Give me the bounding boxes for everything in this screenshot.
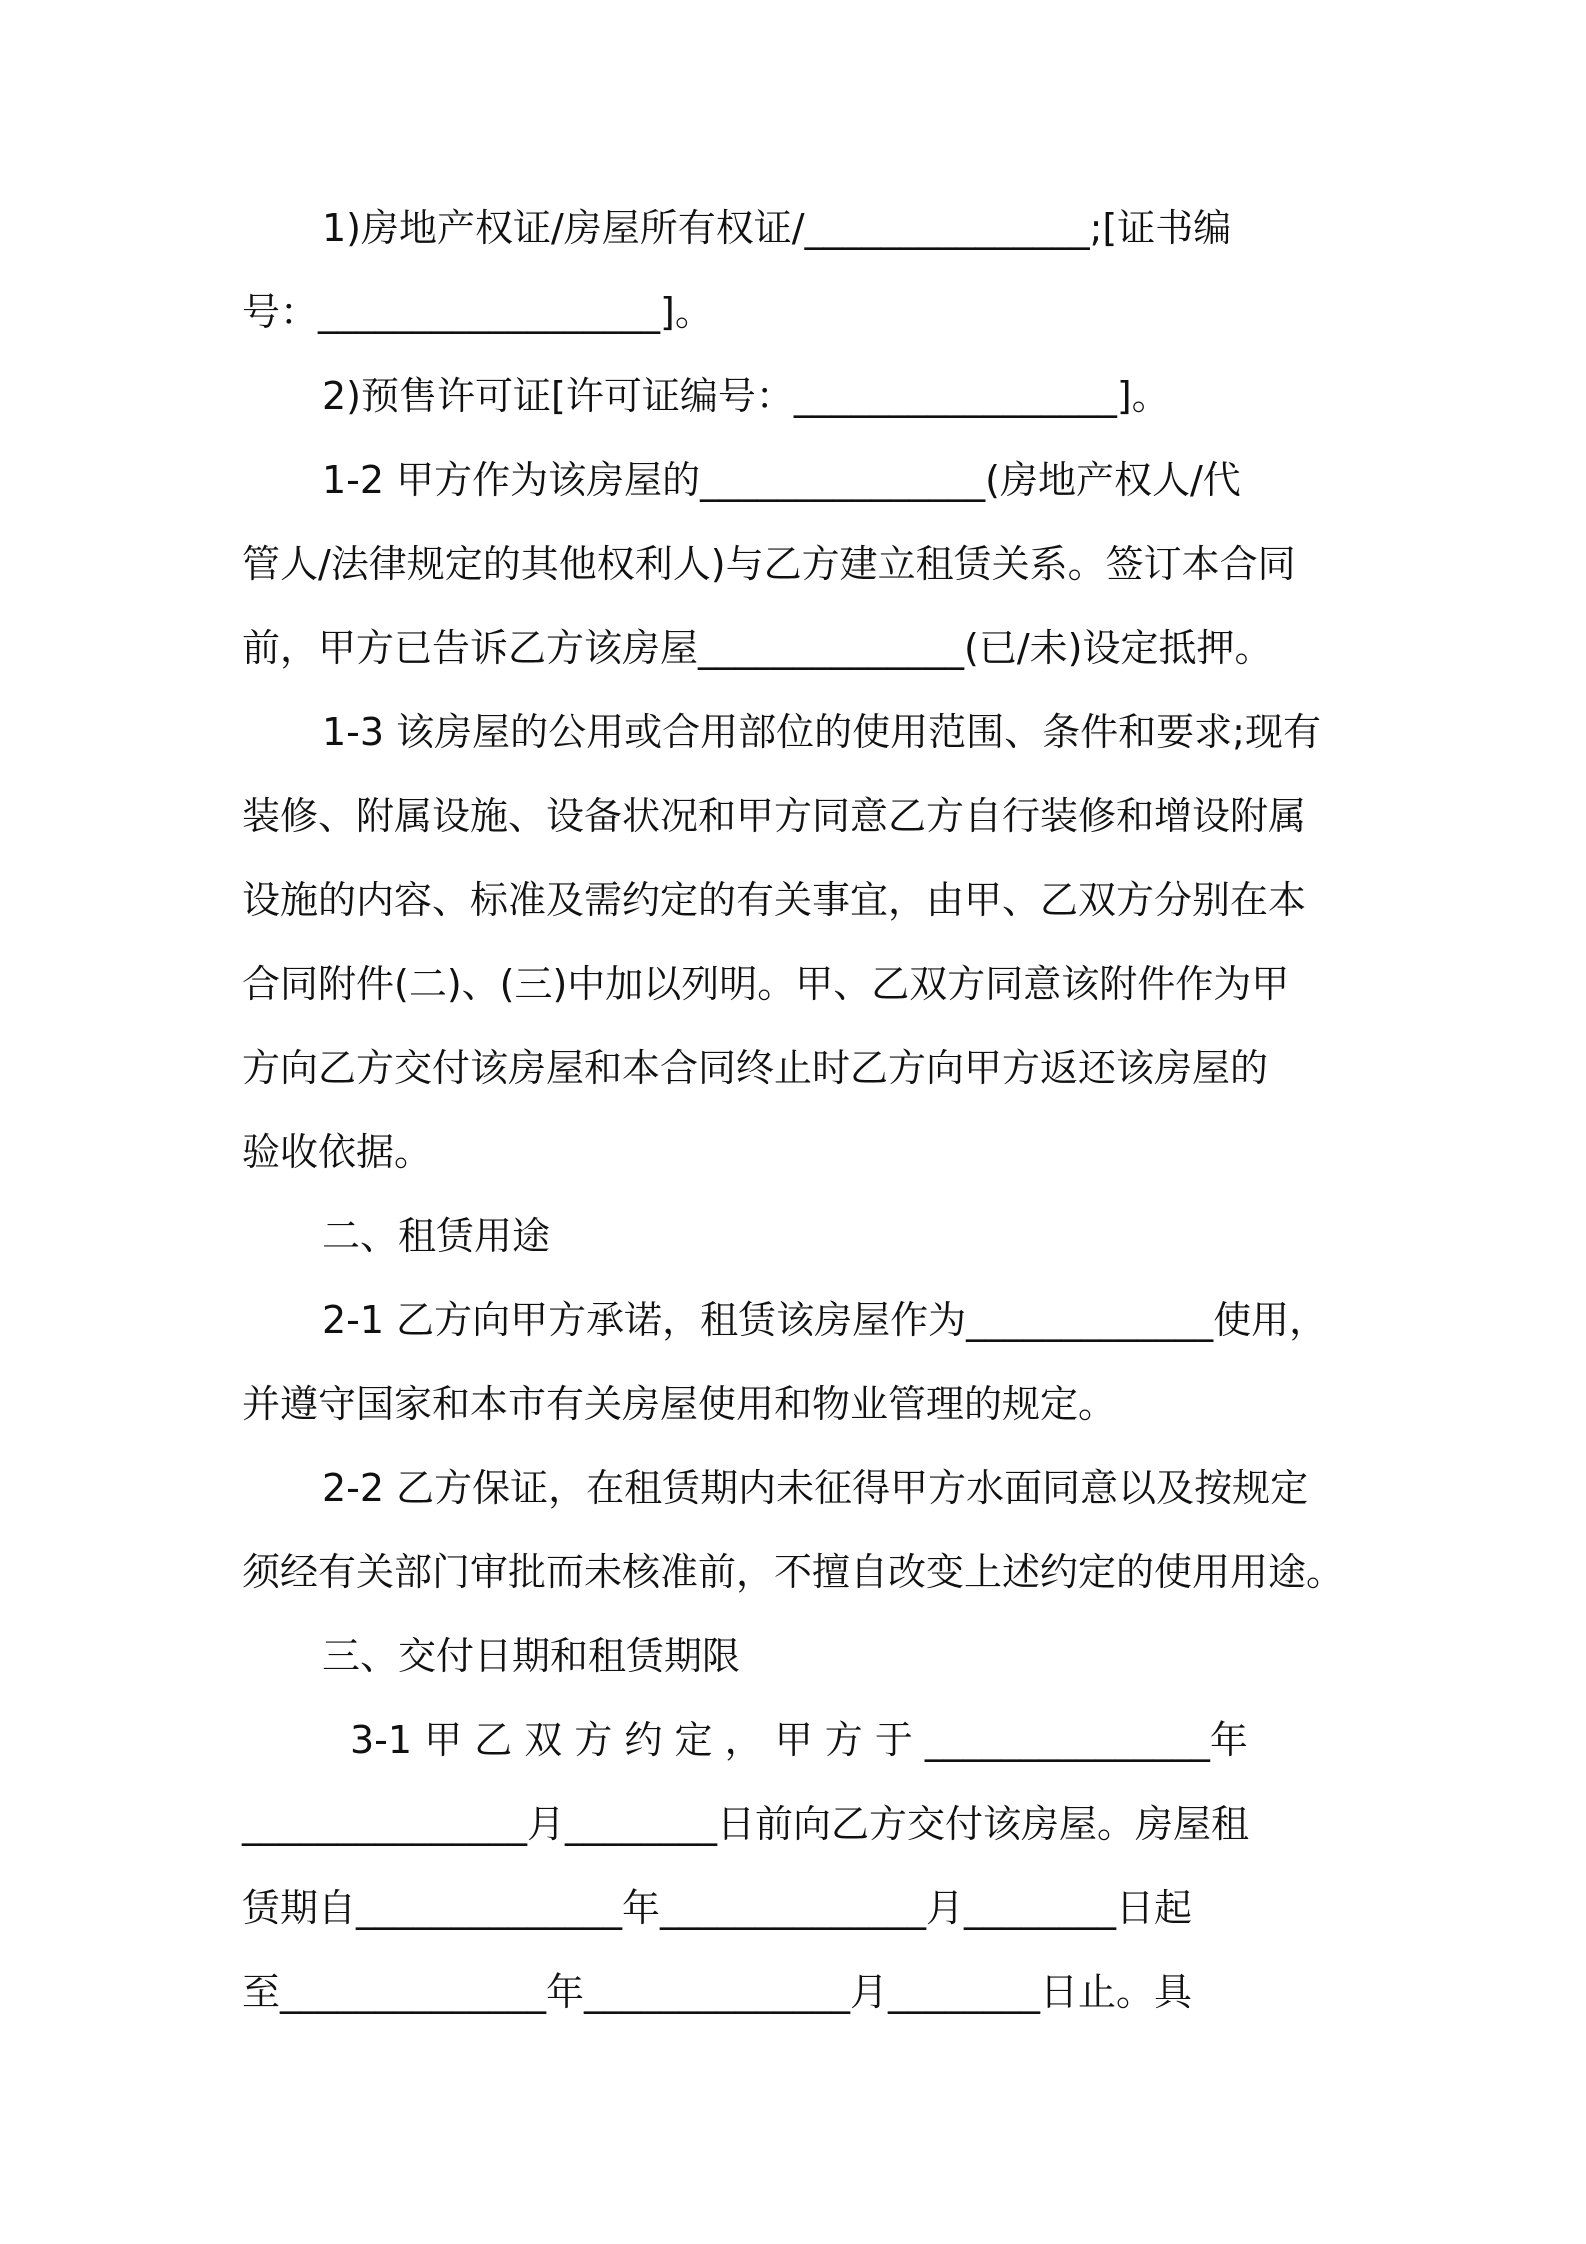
paragraph-line-13: 2-1 乙方向甲方承诺，租赁该房屋作为_____________使用，: [322, 1298, 1328, 1342]
paragraph-line-8: 装修、附属设施、设备状况和甲方同意乙方自行装修和增设附属: [242, 794, 1307, 838]
paragraph-line-3: 2)预售许可证[许可证编号：_________________]。: [322, 374, 1170, 418]
paragraph-line-12: 验收依据。: [242, 1130, 433, 1174]
paragraph-line-14: 并遵守国家和本市有关房屋使用和物业管理的规定。: [242, 1382, 1117, 1426]
paragraph-line-20: 至______________年______________月________日止。具: [242, 1970, 1193, 2014]
paragraph-line-18: _______________月________日前向乙方交付该房屋。房屋租: [242, 1802, 1250, 1846]
paragraph-line-17: 3-1 甲 乙 双 方 约 定 ， 甲 方 于 _______________年: [350, 1718, 1248, 1762]
paragraph-line-16: 须经有关部门审批而未核准前，不擅自改变上述约定的使用用途。: [242, 1550, 1345, 1594]
section-heading-3: 三、交付日期和租赁期限: [322, 1634, 741, 1678]
paragraph-line-1: 1)房地产权证/房屋所有权证/_______________;[证书编: [322, 206, 1232, 250]
paragraph-line-10: 合同附件(二)、(三)中加以列明。甲、乙双方同意该附件作为甲: [242, 962, 1290, 1006]
paragraph-line-2: 号：__________________]。: [242, 290, 713, 334]
paragraph-line-19: 赁期自______________年______________月________日起: [242, 1886, 1193, 1930]
paragraph-line-5: 管人/法律规定的其他权利人)与乙方建立租赁关系。签订本合同: [242, 542, 1296, 586]
paragraph-line-15: 2-2 乙方保证，在租赁期内未征得甲方水面同意以及按规定: [322, 1466, 1309, 1510]
paragraph-line-6: 前，甲方已告诉乙方该房屋______________(已/未)设定抵押。: [242, 626, 1273, 670]
section-heading-2: 二、租赁用途: [322, 1214, 551, 1258]
paragraph-line-4: 1-2 甲方作为该房屋的_______________(房地产权人/代: [322, 458, 1241, 502]
paragraph-line-7: 1-3 该房屋的公用或合用部位的使用范围、条件和要求;现有: [322, 710, 1321, 754]
paragraph-line-11: 方向乙方交付该房屋和本合同终止时乙方向甲方返还该房屋的: [242, 1046, 1269, 1090]
paragraph-line-9: 设施的内容、标准及需约定的有关事宜，由甲、乙双方分别在本: [242, 878, 1307, 922]
